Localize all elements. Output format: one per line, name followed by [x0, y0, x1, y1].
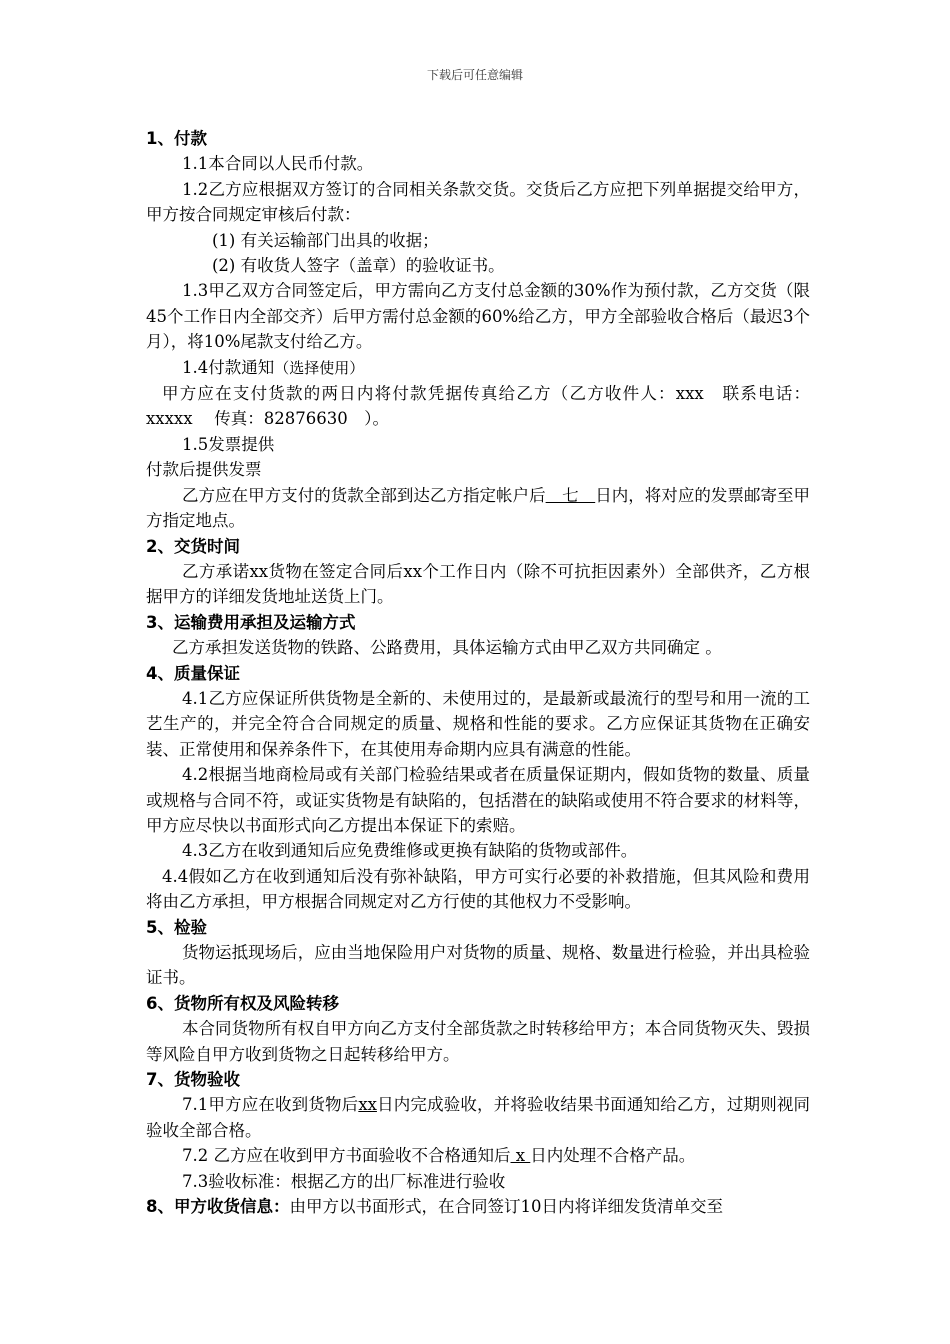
- section-title-acceptance: 7、货物验收: [146, 1070, 240, 1090]
- paragraph-7-1: [146, 1092, 810, 1143]
- paragraph-4-4: 4.4假如乙方在收到通知后没有弥补缺陷，甲方可实行必要的补救措施，但其风险和费用将由乙方承担，甲方根据合同规定对乙方行使的其他权力不受影响。: [146, 866, 810, 912]
- acceptance-days-blank: xx: [358, 1095, 377, 1115]
- paragraph-4-1: 4.1乙方应保证所供货物是全新的、未使用过的，是最新或最流行的型号和用一流的工艺生产的，并完全符合合同规定的质量、规格和性能的要求。乙方应保证其货物在正确安装、正常使用和保养条件下，在其使用寿命期内应具有满意的性能。: [146, 688, 810, 759]
- section-title-receiving-info: 8、甲方收货信息：: [146, 1197, 290, 1217]
- invoice-mailing-text: [146, 483, 810, 534]
- paragraph-1-3: 1.3甲乙双方合同签定后，甲方需向乙方支付总金额的30%作为预付款，乙方交货（限45个工作日内全部交齐）后甲方需付总金额的60%给乙方，甲方全部验收合格后（最迟3个月），将10%尾款支付给乙方。: [146, 281, 810, 352]
- invoice-text-a: 乙方应在甲方支付的货款全部到达乙方指定帐户后: [182, 485, 546, 505]
- delivery-time-text: 乙方承诺xx货物在签定合同后xx个工作日内（除不可抗拒因素外）全部供齐，乙方根据甲方的详细发货地址送货上门。: [146, 561, 810, 607]
- paragraph-7-1-b: 日内完成验收，并将验收结果书面通知给乙方，过期则视同验收全部合格。: [146, 1095, 810, 1140]
- paragraph-7-1-a: 7.1甲方应在收到货物后: [182, 1095, 359, 1115]
- section-title-inspection: 5、检验: [146, 917, 207, 937]
- transport-text: 乙方承担发送货物的铁路、公路费用，具体运输方式由甲乙双方共同确定 。: [172, 638, 722, 658]
- paragraph-1-1: 1.1本合同以人民币付款。: [182, 154, 374, 174]
- paragraph-7-3: 7.3验收标准：根据乙方的出厂标准进行验收: [182, 1171, 506, 1191]
- list-item-1: (1) 有关运输部门出具的收据；: [212, 230, 439, 250]
- list-item-2: (2) 有收货人签字（盖章）的验收证书。: [212, 256, 505, 276]
- paragraph-7-2-a: 7.2 乙方应在收到甲方书面验收不合格通知后: [182, 1146, 511, 1166]
- rework-days-blank: x: [510, 1146, 531, 1166]
- paragraph-1-5: 1.5发票提供: [182, 434, 275, 454]
- paragraph-1-4-label: 1.4付款通知: [182, 357, 275, 377]
- section-title-payment: 1、付款: [146, 129, 207, 148]
- section-title-delivery-time: 2、交货时间: [146, 536, 240, 556]
- invoice-days-blank: 七: [545, 485, 596, 505]
- paragraph-1-4-note: （选择使用）: [274, 358, 365, 377]
- page-header: 下载后可任意编辑: [426, 68, 523, 82]
- ownership-text: 本合同货物所有权自甲方向乙方支付全部货款之时转移给甲方；本合同货物灭失、毁损等风险自甲方收到货物之日起转移给甲方。: [146, 1019, 810, 1064]
- invoice-text-b: 日内，将对应的发票邮寄至甲方指定地点。: [146, 485, 811, 531]
- section-title-quality: 4、质量保证: [146, 663, 240, 683]
- payment-notice-text: 甲方应在支付货款的两日内将付款凭据传真给乙方（乙方收件人：xxx 联系电话：xxxxx 传真：82876630 ）。: [146, 384, 810, 429]
- invoice-after-payment: 付款后提供发票: [146, 460, 262, 480]
- section-title-ownership: 6、货物所有权及风险转移: [146, 993, 339, 1013]
- paragraph-7-2: [146, 1143, 810, 1168]
- paragraph-1-4: [146, 355, 810, 381]
- receiving-info-text: 由甲方以书面形式，在合同签订10日内将详细发货清单交至: [289, 1197, 723, 1217]
- paragraph-1-2: 1.2乙方应根据双方签订的合同相关条款交货。交货后乙方应把下列单据提交给甲方，甲方按合同规定审核后付款：: [146, 179, 810, 225]
- paragraph-7-2-b: 日内处理不合格产品。: [530, 1146, 696, 1166]
- paragraph-4-2: 4.2根据当地商检局或有关部门检验结果或者在质量保证期内，假如货物的数量、质量或规格与合同不符，或证实货物是有缺陷的，包括潜在的缺陷或使用不符合要求的材料等，甲方应尽快以书面形式向乙方提出本保证下的索赔。: [146, 765, 810, 835]
- contract-body: [146, 126, 810, 1219]
- paragraph-4-3: 4.3乙方在收到通知后应免费维修或更换有缺陷的货物或部件。: [182, 841, 638, 861]
- section-title-transport: 3、运输费用承担及运输方式: [146, 612, 356, 632]
- section-8: [146, 1194, 810, 1219]
- inspection-text: 货物运抵现场后，应由当地保险用户对货物的质量、规格、数量进行检验，并出具检验证书。: [146, 943, 810, 988]
